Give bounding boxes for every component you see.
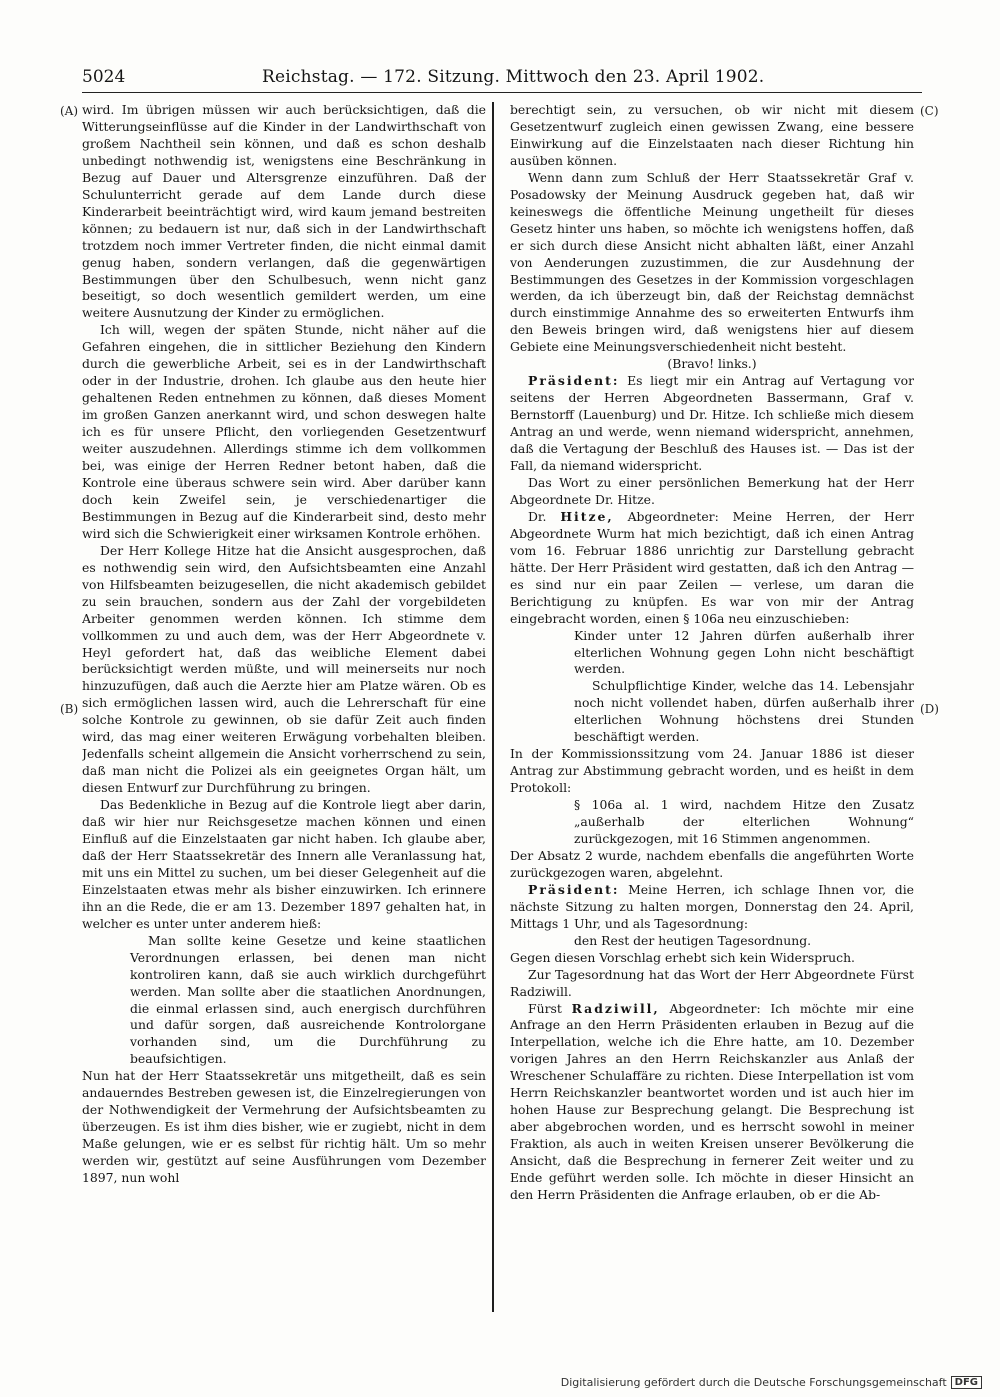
speaker-name: Präsident: — [528, 373, 620, 389]
paragraph: Nun hat der Herr Staatssekretär uns mitgetheilt, daß es sein andauerndes Bestreben gewesen ist, die Einzelregierungen von der Nothwendigkeit der Vermehrung der Aufsichtsbeamten zu überzeugen. Es ist ihm dies bisher, wie er zugiebt, nicht in dem Maße gelungen, wie er es selbst für richtig hält. Um so mehr werden wir, gestützt auf seine Ausführungen vom Dezember 1897, nun wohl — [82, 1068, 486, 1186]
footer-credit — [561, 1376, 982, 1389]
block-quote: Man sollte keine Gesetze und keine staatlichen Verordnungen erlassen, bei denen man nicht kontroliren kann, daß sie auch wirklich durchgeführt werden. Man sollte aber die staatlichen Anordnungen, die einmal erlassen sind, auch energisch durchführen und dafür sorgen, daß ausreichende Kontrolorgane vorhanden sind, um die Durchführung zu beaufsichtigen. — [130, 932, 486, 1067]
margin-marker-a: (A) — [60, 104, 79, 118]
footer-text: Digitalisierung gefördert durch die Deutsche Forschungsgemeinschaft — [560, 1376, 947, 1389]
interjection: (Bravo! links.) — [667, 356, 757, 372]
margin-marker-b: (B) — [60, 702, 79, 716]
block-quote: Schulpflichtige Kinder, welche das 14. Lebensjahr noch nicht vollendet haben, dürfen außerhalb ihrer elterlichen Wohnung höchstens drei Stunden beschäftigt werden. — [574, 678, 914, 745]
right-column — [510, 102, 914, 1292]
paragraph: Ich will, wegen der späten Stunde, nicht näher auf die Gefahren eingehen, die in sittlicher Beziehung den Kindern durch die gewerbliche Arbeit, sei es in der Landwirthschaft oder in der Industrie, drohen. Ich glaube aus den heute hier gehaltenen Reden entnehmen zu können, daß dieses Moment im großen Ganzen anerkannt wird, und schon deswegen halte ich es für unsere Pflicht, den vorliegenden Gesetzentwurf weiter auszudehnen. Allerdings stimme ich dem vollkommen bei, was einige der Herren Redner betont haben, daß die Kontrole eine überaus schwere sein wird. Aber darüber kann doch kein Zweifel sein, je verschiedenartiger die Bestimmungen in Bezug auf die Kinderarbeit sind, desto mehr wird sich die Schwierigkeit einer wirksamen Kontrole erhöhen. — [82, 322, 486, 541]
paragraph: wird. Im übrigen müssen wir auch berücksichtigen, daß die Witterungseinflüsse auf die Kinder in der Landwirthschaft von großem Nachtheil sein können, und daß es schon deshalb unbedingt nothwendig ist, wenigstens eine Beschränkung in Bezug auf Dauer und Altersgrenze einzuführen. Daß der Schulunterricht gerade auf dem Lande durch diese Kinderarbeit beeinträchtigt wird, wird kaum jemand bestreiten können; zu bedauern ist nur, daß sich in der Landwirthschaft trotzdem noch immer Vertreter finden, die nicht einmal damit genug haben, sondern verlangen, daß die gegenwärtigen Bestimmungen über den Schulbesuch, wenn nicht ganz beseitigt, so doch wesentlich gemildert werden, um eine weitere Ausnutzung der Kinder zu ermöglichen. — [82, 102, 486, 321]
page-number: 5024 — [82, 67, 126, 87]
speech-president: Präsident: Meine Herren, ich schlage Ihnen vor, die nächste Sitzung zu halten morgen, Donnerstag den 24. April, Mittags 1 Uhr, und als Tagesordnung: — [510, 881, 914, 931]
speaker-name: Präsident: — [528, 881, 620, 897]
paragraph: Das Bedenkliche in Bezug auf die Kontrole liegt aber darin, daß wir hier nur Reichsgesetze machen können und einen Einfluß auf die Einzelstaaten gar nicht haben. Ich glaube aber, daß der Herr Staatssekretär des Innern alle Veranlassung hat, mit uns ein Mittel zu suchen, um bei dieser Gelegenheit auf die Einzelstaaten etwas mehr als bisher einzuwirken. Ich erinnere ihn an die Rede, die er am 13. Dezember 1897 gehalten hat, in welcher es unter unter anderem hieß: — [82, 797, 486, 931]
running-title: Reichstag. — 172. Sitzung. Mittwoch den 23. April 1902. — [262, 67, 765, 87]
margin-marker-c: (C) — [920, 104, 939, 118]
paragraph: berechtigt sein, zu versuchen, ob wir nicht mit diesem Gesetzentwurf zugleich einen gewissen Zwang, eine bessere Einwirkung auf die Einzelstaaten nach dieser Richtung hin ausüben können. — [510, 102, 914, 168]
paragraph: Der Absatz 2 wurde, nachdem ebenfalls die angeführten Worte zurückgezogen waren, abgelehnt. — [510, 847, 914, 880]
block-quote: § 106a al. 1 wird, nachdem Hitze den Zusatz „außerhalb der elterlichen Wohnung“ zurückgezogen, mit 16 Stimmen angenommen. — [574, 797, 914, 846]
speech-radziwill: Fürst Radziwill, Abgeordneter: Ich möchte mir eine Anfrage an den Herrn Präsidenten erlauben in Bezug auf die Interpellation, welche ich die Ehre hatte, am 10. Dezember vorigen Jahres an den Herrn Reichskanzler aus Anlaß der Wreschener Schulaffäre zu richten. Diese Interpellation ist vom Herrn Reichskanzler beantwortet worden und ist auch hier im hohen Hause zur Besprechung gelangt. Die Besprechung ist aber abgebrochen worden, und es herrscht sowohl in meiner Fraktion, als auch in weiten Kreisen unserer Bevölkerung die Ansicht, daß die Besprechung in fernerer Zeit weiter und zu Ende geführt werden solle. Ich möchte in dieser Hinsicht an den Herrn Präsidenten die Anfrage erlauben, ob er die Ab- — [510, 1000, 914, 1202]
left-column — [82, 102, 486, 1292]
speech-hitze: Dr. Hitze, Abgeordneter: Meine Herren, der Herr Abgeordnete Wurm hat mich bezichtigt, daß ich einen Antrag vom 16. Februar 1886 unrichtig zur Darstellung gebracht hätte. Der Herr Präsident wird gestatten, daß ich den Antrag — es sind nur ein paar Zeilen — verlese, um daran die Berichtigung zu knüpfen. Es war von mir der Antrag eingebracht worden, einen § 106a neu einzuschieben: — [510, 508, 914, 626]
paragraph: Gegen diesen Vorschlag erhebt sich kein Widerspruch. — [510, 949, 855, 965]
column-divider — [492, 102, 494, 1312]
margin-marker-d: (D) — [920, 702, 939, 716]
paragraph: Der Herr Kollege Hitze hat die Ansicht ausgesprochen, daß es nothwendig sein wird, den Aufsichtsbeamten eine Anzahl von Hilfsbeamten beizugesellen, die nicht akademisch gebildet zu sein brauchen, sondern aus der Zahl der vorgebildeten Arbeiter genommen werden können. Ich stimme dem vollkommen zu und auch dem, was der Herr Abgeordnete v. Heyl gefordert hat, daß das weibliche Element dabei berücksichtigt werden müßte, und will meinerseits nur noch hinzuzufügen, daß auch die Aerzte hier am Platze wären. Ob es sich ermöglichen lassen wird, auch die Lehrerschaft für eine solche Kontrole zu gewinnen, ob sie dafür Zeit auch finden wird, das mag einer weiteren Erwägung vorbehalten bleiben. Jedenfalls scheint allgemein die Ansicht vorherrschend zu sein, daß man nicht die Polizei als ein geeignetes Organ hält, um diesen Entwurf zur Durchführung zu bringen. — [82, 542, 486, 796]
dfg-logo-icon: DFG — [951, 1376, 982, 1389]
speaker-name: Hitze, — [560, 508, 614, 524]
speaker-name: Radziwill, — [571, 1000, 660, 1016]
agenda-item: den Rest der heutigen Tagesordnung. — [574, 932, 812, 948]
paragraph: Zur Tagesordnung hat das Wort der Herr Abgeordnete Fürst Radziwill. — [510, 966, 914, 999]
paragraph: Das Wort zu einer persönlichen Bemerkung hat der Herr Abgeordnete Dr. Hitze. — [510, 474, 914, 507]
paragraph: Wenn dann zum Schluß der Herr Staatssekretär Graf v. Posadowsky der Meinung Ausdruck gegeben hat, daß wir keineswegs die öffentliche Meinung ungetheilt für dieses Gesetz hinter uns haben, so möchte ich wenigstens hoffen, daß er sich durch diese Ansicht nicht abhalten läßt, einer Anzahl von Aenderungen zuzustimmen, die zur Ausdehnung der Bestimmungen des Gesetzes in der Kommission vorgeschlagen werden, da ich überzeugt bin, daß der Reichstag demnächst durch einstimmige Annahme des so erweiterten Entwurfs ihm den Beweis bringen wird, daß wenigstens hier auf diesem Gebiete eine Meinungsverschiedenheit nicht besteht. — [510, 169, 914, 355]
page-header — [82, 62, 922, 93]
block-quote: Kinder unter 12 Jahren dürfen außerhalb ihrer elterlichen Wohnung gegen Lohn nicht beschäftigt werden. — [574, 627, 914, 677]
paragraph: In der Kommissionssitzung vom 24. Januar 1886 ist dieser Antrag zur Abstimmung gebracht worden, und es heißt in dem Protokoll: — [510, 746, 914, 796]
speech-president: Präsident: Es liegt mir ein Antrag auf Vertagung vor seitens der Herren Abgeordneten Bassermann, Graf v. Bernstorff (Lauenburg) und Dr. Hitze. Ich schließe mich diesem Antrag an und werde, wenn niemand widerspricht, annehmen, daß die Vertagung der Beschluß des Hauses ist. — Das ist der Fall, da niemand widerspricht. — [510, 373, 914, 474]
